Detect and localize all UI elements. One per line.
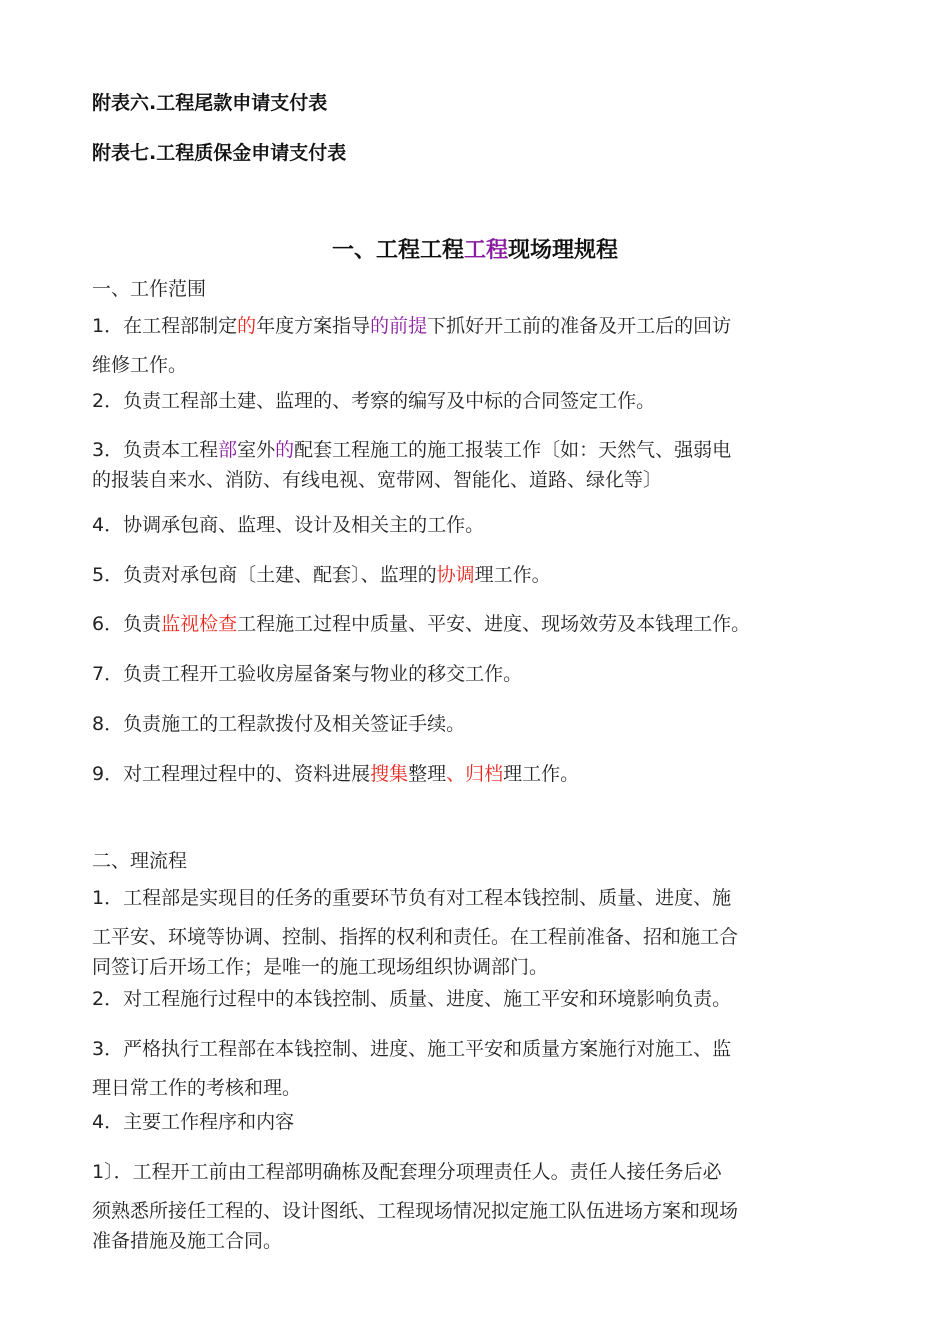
text-run: 的报装自来水、消防、有线电视、宽带网、智能化、道路、绿化等〕 [92,469,663,491]
text-run: 准备措施及施工合同。 [92,1230,283,1252]
text-run: 维修工作。 [92,354,188,376]
highlighted-text: 搜集 [370,763,409,785]
section-1-item [92,435,867,492]
section-2-item [92,1157,867,1253]
section-1-item [92,709,867,736]
annex-6-heading: 附表六.工程尾款申请支付表 [92,92,328,114]
text-run: 室外 [237,439,276,461]
highlighted-text: 监视检查 [161,613,238,635]
paragraph-line [92,465,867,492]
paragraph-line [92,659,867,686]
highlighted-text: 的 [275,439,295,461]
section-1-item [92,659,867,686]
paragraph-line [92,1196,867,1223]
text-run: 工平安、环境等协调、控制、指挥的权利和责任。在工程前准备、招和施工合 [92,926,739,948]
paragraph-line [92,435,867,462]
text-run: 须熟悉所接任工程的、设计图纸、工程现场情况拟定施工队伍进场方案和现场 [92,1200,739,1222]
paragraph-line [92,386,867,413]
highlighted-text: 协调 [436,564,475,586]
text-run: 3．负责本工程 [92,439,219,461]
text-run: 1〕．工程开工前由工程部明确栋及配套理分项理责任人。责任人接任务后必 [92,1161,722,1183]
title-part-1: 一、工程工程 [331,238,464,263]
section-1-item [92,759,867,786]
section-2-item [92,1034,867,1100]
text-run: 1．在工程部制定 [92,315,238,337]
paragraph-line [92,709,867,736]
text-run: 年度方案指导 [256,315,371,337]
section-2-heading: 二、理流程 [92,850,188,872]
paragraph-line [92,311,867,338]
section-1-heading: 一、工作范围 [92,278,207,300]
section-2-item [92,883,867,979]
text-run: 同签订后开场工作；是唯一的施工现场组织协调部门。 [92,956,549,978]
highlighted-text: 、归档 [446,763,504,785]
text-run: 配套工程施工的施工报装工作〔如：天然气、强弱电 [294,439,732,461]
paragraph-line [92,952,867,979]
text-run: 整理 [408,763,447,785]
paragraph-line [92,1073,867,1100]
text-run: 4．协调承包商、监理、设计及相关主的工作。 [92,514,485,536]
paragraph-line [92,1034,867,1061]
text-run: 理日常工作的考核和理。 [92,1077,302,1099]
paragraph-line [92,922,867,949]
paragraph-line [92,609,867,636]
text-run: 2．对工程施行过程中的本钱控制、质量、进度、施工平安和环境影响负责。 [92,988,732,1010]
paragraph-line [92,510,867,537]
title-part-2: 工程 [463,238,508,263]
paragraph-line [92,759,867,786]
text-run: 7．负责工程开工验收房屋备案与物业的移交工作。 [92,663,523,685]
paragraph-line [92,350,867,377]
text-run: 理工作。 [503,763,580,785]
highlighted-text: 的前提 [370,315,428,337]
section-1-item [92,560,867,587]
text-run: 4．主要工作程序和内容 [92,1111,295,1133]
paragraph-line [92,1107,867,1134]
paragraph-line [92,1157,867,1184]
highlighted-text: 部 [218,439,238,461]
highlighted-text: 的 [237,315,257,337]
text-run: 6．负责 [92,613,162,635]
paragraph-line [92,560,867,587]
section-1-item [92,510,867,537]
section-2-item [92,984,867,1011]
text-run: 下抓好开工前的准备及开工后的回访 [427,315,732,337]
text-run: 5．负责对承包商〔土建、配套〕、监理的 [92,564,437,586]
text-run: 工程施工过程中质量、平安、进度、现场效劳及本钱理工作。 [237,613,751,635]
text-run: 9．对工程理过程中的、资料进展 [92,763,371,785]
paragraph-line [92,1226,867,1253]
section-1-item [92,311,867,377]
section-2-item [92,1107,867,1134]
section-1-item [92,386,867,413]
text-run: 8．负责施工的工程款拨付及相关签证手续。 [92,713,466,735]
page-title [0,233,950,264]
section-1-item [92,609,867,636]
text-run: 2．负责工程部土建、监理的、考察的编写及中标的合同签定工作。 [92,390,656,412]
paragraph-line [92,984,867,1011]
title-part-3: 现场理规程 [508,238,619,263]
text-run: 3．严格执行工程部在本钱控制、进度、施工平安和质量方案施行对施工、监 [92,1038,732,1060]
text-run: 理工作。 [474,564,551,586]
paragraph-line [92,883,867,910]
text-run: 1．工程部是实现目的任务的重要环节负有对工程本钱控制、质量、进度、施 [92,887,732,909]
annex-7-heading: 附表七.工程质保金申请支付表 [92,142,347,164]
